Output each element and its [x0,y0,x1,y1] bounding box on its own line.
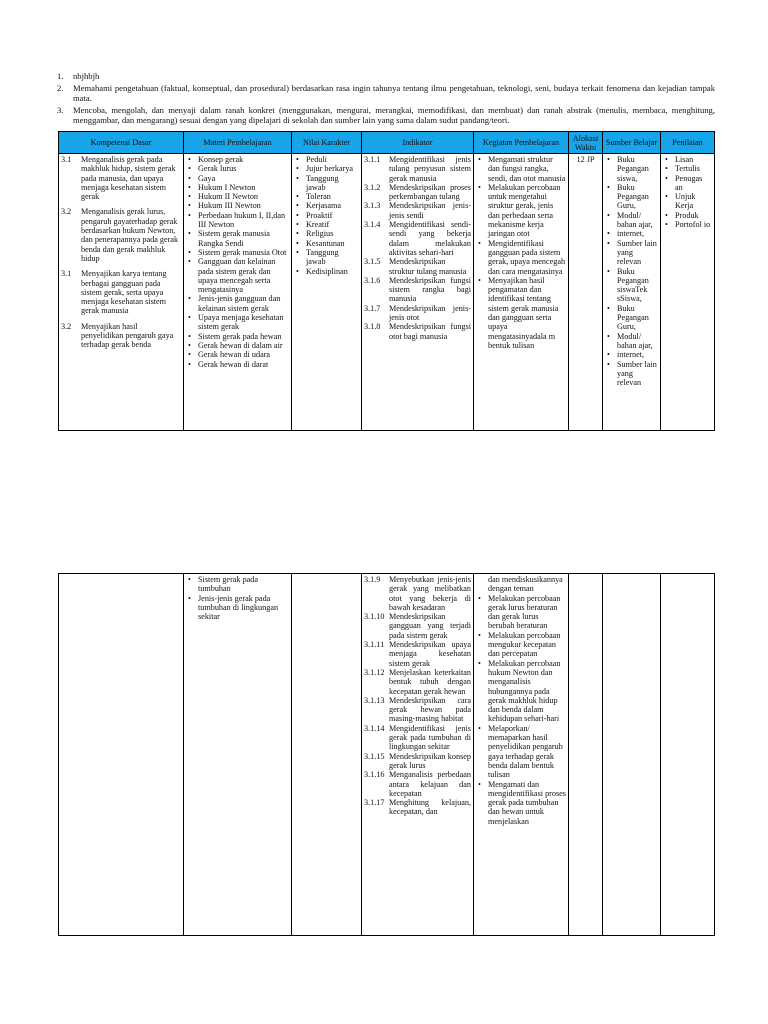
bullet-icon: • [296,266,299,276]
sumber-item-text: internet, [617,229,645,239]
materi-item-text: Gerak hewan di darat [198,359,269,369]
sumber-item-text: Buku Pegangan Guru, [617,182,649,211]
intro-list-number: 2. [57,83,64,93]
penilaian-item [663,164,712,173]
bullet-icon: • [296,173,299,183]
materi-item-text: Hukum II Newton [198,192,259,202]
penilaian-cell [661,574,715,936]
penilaian-cell [661,154,715,431]
kompetensi-dasar-item-text: Menganalisis gerak lurus, pengaruh gayaterhadap gerak berdasarkan hukum Newton, dan penerapannya pada gerak benda dan gerak makhluk hidup [81,207,179,263]
indikator-item-number: 3.1.7 [364,303,381,313]
kegiatan-item-text: Melakukan percobaan untuk mengetahui struktur gerak, jenis dan perbedaan serta mekanisme kerja jaringan otot [488,182,561,239]
kegiatan-cell [474,574,569,936]
sumber-item [605,360,658,388]
sumber-item [605,211,658,230]
bullet-icon: • [188,359,191,369]
sumber-item [605,267,658,304]
penilaian-item-text: Tertulis [675,164,700,174]
nilai-item [294,267,359,276]
nilai-item [294,239,359,248]
kegiatan-item [476,724,566,780]
indikator-item [364,770,471,798]
materi-item-text: Gerak hewan di udara [198,350,271,360]
indikator-item-number: 3.1.5 [364,257,381,267]
kompetensi-dasar-item-number: 3.2 [61,207,72,217]
bullet-icon: • [607,238,610,248]
materi-item-text: Jenis-jenis gangguan dan kelainan sistem gerak [198,294,281,313]
kegiatan-item [476,780,566,826]
indikator-item-text: Mendeskripsikan gangguan yang terjadi pada sistem gerak [389,612,471,640]
materi-item [186,155,289,164]
nilai-karakter-cell [292,154,362,431]
bullet-icon: • [188,182,191,192]
indikator-cell [362,574,474,936]
bullet-icon: • [296,229,299,239]
nilai-item-text: Toleran [306,192,331,202]
bullet-icon: • [607,155,610,164]
penilaian-item [663,192,712,211]
indikator-item-number: 3.1.6 [364,275,381,285]
indikator-item-text: Mendeskripsikan upaya menjaga kesehatan sistem gerak [389,640,471,668]
sumber-item-text: Modul/ bahan ajar, [617,331,653,350]
indikator-item [364,276,471,304]
bullet-icon: • [478,723,481,733]
sumber-belajar-cell [603,154,661,431]
sumber-item [605,229,658,238]
materi-item-text: Sistem gerak pada tumbuhan [198,575,259,594]
indikator-item [364,322,471,341]
indikator-item-text: Menjelaskan keterkaitan bentuk tubuh dengan kecepatan gerak hewan [389,667,471,696]
nilai-item-text: Kreatif [306,220,330,230]
materi-item-text: Gerak lurus [198,164,237,174]
bullet-icon: • [478,182,481,192]
bullet-icon: • [607,266,610,276]
kegiatan-item [476,183,566,239]
indikator-item-text: Mendeskripsikan jenis-jenis sendi [389,201,471,220]
indikator-item [364,724,471,752]
bullet-icon: • [188,313,191,323]
kompetensi-dasar-item [61,322,181,350]
kegiatan-item [476,594,566,631]
intro-list-text: Mencoba, mengolah, dan menyaji dalam ranah konkret (menggunakan, mengurai, merangkai, memodifikasi, dan membuat) dan ranah abstrak (menulis, membaca, menghitung, menggambar, dan mengarang) sesuai dengan yang dipelajari di sekolah dan sumber lain yang sama dalam sudut pandang/teori. [73,105,715,125]
bullet-icon: • [478,630,481,640]
penilaian-item [663,174,712,193]
indikator-item-text: Mendeskripsikan konsep gerak lurus [389,751,471,770]
materi-item [186,174,289,183]
indikator-item [364,612,471,640]
indikator-item [364,696,471,724]
bullet-icon: • [296,192,299,202]
indikator-item [364,640,471,668]
intro-list-text: Memahami pengetahuan (faktual, konseptual, dan prosedural) berdasarkan rasa ingin tahunya tentang ilmu pengetahuan, teknologi, seni, budaya terkait fenomena dan kejadian tampak mata. [73,83,715,103]
indikator-item-text: Mengidentifikasi jenis tulang penyusun sistem gerak manusia [389,155,471,183]
header-indikator: Indikator [362,132,474,154]
bullet-icon: • [188,164,191,174]
kegiatan-item-text: Mengamati dan mengidentifikasi proses gerak pada tumbuhan dan hewan untuk menjelaskan [488,779,566,826]
sumber-item-text: Buku Pegangan siswaTek sSiswa, [617,266,649,304]
bullet-icon: • [188,155,191,164]
bullet-icon: • [188,257,191,267]
bullet-icon: • [478,275,481,285]
indikator-item-text: Menyebutkan jenis-jenis gerak yang melibatkan otot yang bekerja di bawah kesadaran [389,575,471,612]
materi-item-text: Sistem gerak manusia Otot [198,247,287,257]
materi-item [186,350,289,359]
header-penilaian: Penilaian [661,132,715,154]
penilaian-item-text: Portofol io [675,220,711,230]
materi-item-text: Gaya [198,173,216,183]
kompetensi-dasar-item-number: 3.2 [61,321,72,331]
kompetensi-dasar-item-text: Menyajikan hasil penyelidikan pengaruh gaya terhadap gerak benda [81,321,174,350]
penilaian-item-text: Lisan [675,155,694,164]
indikator-item [364,220,471,257]
alokasi-waktu-cell [569,574,603,936]
nilai-item [294,174,359,193]
kompetensi-dasar-item-number: 3.1 [61,155,72,164]
materi-item [186,201,289,210]
sumber-item [605,155,658,183]
kompetensi-dasar-item-text: Menyajikan karya tentang berbagai gangguan pada sistem gerak, serta upaya menjaga kesehatan sistem gerak manusia [81,269,167,316]
bullet-icon: • [188,192,191,202]
penilaian-item [663,220,712,229]
indikator-item-number: 3.1.3 [364,201,381,211]
indikator-item [364,304,471,323]
materi-item [186,294,289,313]
indikator-item-text: Mengidentifikasi sendi-sendi yang bekerja dalam melakukan aktivitas sehari-hari [389,220,471,257]
bullet-icon: • [296,238,299,248]
indikator-item [364,183,471,202]
sumber-belajar-cell [603,574,661,936]
bullet-icon: • [478,155,481,164]
kompetensi-dasar-cell [59,154,184,431]
kompetensi-dasar-item [61,207,181,263]
bullet-icon: • [607,331,610,341]
header-alokasi-waktu: Alokasi Waktu [569,132,603,154]
bullet-icon: • [296,164,299,174]
materi-item-text: Hukum III Newton [198,201,261,211]
materi-cell [184,574,292,936]
bullet-icon: • [296,201,299,211]
bullet-icon: • [607,229,610,239]
header-kompetensi-dasar: Kompetensi Dasar [59,132,184,154]
indikator-item-number: 3.1.1 [364,155,381,164]
intro-list-number: 3. [57,105,64,115]
nilai-item-text: Peduli [306,155,327,164]
indikator-item-text: Mendeskripsikan cara gerak hewan pada masing-masing habitat [389,695,471,724]
kegiatan-item-text: Melakukan percobaan hukum Newton dan menganalisis hubungannya pada gerak makhluk hidup dan benda dalam kehidupan sehari-hari [488,658,561,724]
header-sumber-belajar: Sumber Belajar [603,132,661,154]
nilai-item [294,155,359,164]
alokasi-waktu-value: 12 JP [576,155,595,164]
kegiatan-continuation: dan mendiskusikannya dengan teman [488,575,563,594]
kegiatan-item-text: Melakukan percobaan mengukur kecepatan dan percepatan [488,630,561,659]
bullet-icon: • [607,350,610,360]
indikator-item-number: 3.1.4 [364,220,381,230]
indikator-item-text: Mendeskripsikan fungsi otot bagi manusia [389,322,471,341]
indikator-item [364,257,471,276]
sumber-item [605,183,658,211]
intro-list [57,71,715,127]
penilaian-item-text: Produk [675,210,699,220]
materi-item [186,313,289,332]
kegiatan-item [476,276,566,350]
sumber-item-text: Sumber lain yang relevan [617,359,657,388]
materi-item-text: Gerak hewan di dalam air [198,340,283,350]
indikator-item-number: 3.1.14 [364,723,385,733]
alokasi-waktu-cell [569,154,603,431]
bullet-icon: • [188,210,191,220]
indikator-item-number: 3.1.8 [364,322,381,332]
materi-item [186,594,289,622]
bullet-icon: • [665,173,668,183]
materi-item-text: Sistem gerak manusia Rangka Sendi [198,229,270,248]
sumber-item [605,332,658,351]
kompetensi-dasar-item-text: Menganalisis gerak pada makhluk hidup, sistem gerak pada manusia, dan upaya menjaga kesehatan sistem gerak [81,155,176,202]
intro-list-item [57,83,715,103]
materi-item-text: Sistem gerak pada hewan [198,331,282,341]
materi-cell [184,154,292,431]
penilaian-item-text: Unjuk Kerja [675,192,696,211]
materi-item [186,575,289,594]
intro-list-item [57,71,715,81]
bullet-icon: • [607,182,610,192]
materi-item [186,341,289,350]
bullet-icon: • [478,779,481,789]
materi-item-text: Jenis-jenis gerak pada tumbuhan di lingkungan sekitar [198,593,279,622]
materi-item-text: Konsep gerak [198,155,244,164]
indikator-cell [362,154,474,431]
kegiatan-item [476,631,566,659]
kegiatan-item-text: Menyajikan hasil pengamatan dan identifikasi tentang sistem gerak manusia dan gangguan serta upaya mengatasinyadala m bentuk tulisan [488,275,559,350]
nilai-item-text: Kesantunan [306,238,345,248]
sumber-item-text: Modul/ bahan ajar, [617,210,653,230]
indikator-item-text: Mendeskripsikan proses perkembangan tulang [389,182,471,202]
kompetensi-dasar-cell [59,574,184,936]
indikator-item-number: 3.1.16 [364,770,385,780]
materi-item-text: Hukum I Newton [198,182,256,192]
penilaian-item [663,211,712,220]
indikator-item-number: 3.1.11 [364,640,385,650]
materi-item-text: Gangguan dan kelainan pada sistem gerak dan upaya mencegah serta mengatasinya [198,257,276,295]
bullet-icon: • [296,247,299,257]
materi-item [186,332,289,341]
nilai-item [294,229,359,238]
kegiatan-item [476,155,566,183]
bullet-icon: • [607,303,610,313]
indikator-item-text: Mendeskripsikan struktur tulang manusia [389,257,467,276]
bullet-icon: • [478,658,481,668]
sumber-item-text: internet, [617,350,645,360]
indikator-item-number: 3.1.2 [364,182,381,192]
materi-item [186,164,289,173]
nilai-karakter-cell [292,574,362,936]
kegiatan-cell [474,154,569,431]
bullet-icon: • [665,164,668,174]
bullet-icon: • [188,350,191,360]
bullet-icon: • [188,173,191,183]
nilai-item [294,211,359,220]
materi-item-text: Perbedaan hukum I, II,dan III Newton [198,210,286,230]
kompetensi-dasar-item [61,269,181,315]
header-nilai-karakter: Nilai Karakter [292,132,362,154]
materi-item [186,229,289,248]
indikator-item-text: Mengidentifikasi jenis gerak pada tumbuhan di lingkungan sekitar [389,723,471,752]
bullet-icon: • [296,220,299,230]
bullet-icon: • [665,192,668,202]
nilai-item [294,201,359,210]
sumber-item [605,304,658,332]
sumber-item [605,350,658,359]
nilai-item-text: Tanggung jawab [306,247,339,267]
bullet-icon: • [665,210,668,220]
sumber-item-text: Buku Pegangan Guru, [617,303,649,332]
materi-item [186,183,289,192]
indikator-item-number: 3.1.12 [364,667,385,677]
bullet-icon: • [296,210,299,220]
bullet-icon: • [188,247,191,257]
nilai-item-text: Jujur berkarya [306,164,354,174]
penilaian-item-text: Penugas an [675,173,703,192]
sumber-item-text: Buku Pegangan siswa, [617,155,649,183]
nilai-item-text: Proaktif [306,210,333,220]
kompetensi-dasar-item [61,155,181,201]
materi-item [186,360,289,369]
indikator-item-number: 3.1.10 [364,612,385,622]
intro-list-item [57,105,715,125]
sumber-item-text: Sumber lain yang relevan [617,238,657,267]
bullet-icon: • [665,220,668,230]
materi-item [186,257,289,294]
nilai-item [294,220,359,229]
indikator-item-number: 3.1.15 [364,751,385,761]
materi-item [186,211,289,230]
indikator-item [364,155,471,183]
rpp-table-page-1 [58,131,715,431]
kegiatan-item-text: Melaporkan/ memaparkan hasil penyelidikan pengaruh gaya terhadap gerak benda dalam bentuk tulisan [488,723,563,780]
intro-list-number: 1. [57,71,64,81]
bullet-icon: • [188,340,191,350]
indikator-item-number: 3.1.9 [364,575,381,584]
indikator-item-number: 3.1.17 [364,798,385,808]
header-kegiatan-pembelajaran: Kegiatan Pembelajaran [474,132,569,154]
nilai-item [294,192,359,201]
bullet-icon: • [188,229,191,239]
nilai-item [294,248,359,267]
indikator-item-text: Menghitung kelajuan, kecepatan, dan [389,798,471,817]
nilai-item [294,164,359,173]
indikator-item [364,798,471,817]
header-materi-pembelajaran: Materi Pembelajaran [184,132,292,154]
indikator-item-text: Mendeskripsikan fungsi sistem rangka bagi manusia [389,275,471,304]
bullet-icon: • [188,201,191,211]
intro-list-text: nbjhbjh [73,71,100,81]
indikator-item-number: 3.1.13 [364,695,385,705]
bullet-icon: • [607,359,610,369]
bullet-icon: • [478,238,481,248]
bullet-icon: • [188,331,191,341]
kegiatan-item [476,659,566,724]
kegiatan-item-text: Melakukan percobaan gerak lurus beraturan dan gerak lurus berubah beraturan [488,593,561,631]
indikator-item [364,201,471,220]
nilai-item-text: Religius [306,229,334,239]
penilaian-item [663,155,712,164]
indikator-item-text: Mendeskripsikan jenis-jenis otot [389,303,471,323]
kegiatan-item [476,239,566,276]
materi-item [186,192,289,201]
bullet-icon: • [296,155,299,164]
kompetensi-dasar-item-number: 3.1 [61,269,72,279]
bullet-icon: • [607,210,610,220]
bullet-icon: • [665,155,668,164]
indikator-item [364,752,471,771]
indikator-item [364,575,471,612]
kegiatan-item-text: Mengidentifikasi gangguan pada sistem gerak, upaya mencegah dan cara mengatasinya [488,238,566,276]
bullet-icon: • [478,593,481,603]
nilai-item-text: Kedisiplinan [306,266,348,276]
indikator-item [364,668,471,696]
materi-item-text: Upaya menjaga kesehatan sistem gerak [198,313,284,332]
nilai-item-text: Kerjasama [306,201,342,211]
kegiatan-item-text: Mengamati struktur dan fungsi rangka, sendi, dan otot manusia [488,155,566,183]
bullet-icon: • [188,575,191,584]
bullet-icon: • [188,593,191,603]
bullet-icon: • [188,294,191,304]
sumber-item [605,239,658,267]
rpp-table-page-2 [58,573,715,936]
indikator-item-text: Menganalisis perbedaan antara kelajuan dan kecepatan [389,770,471,798]
materi-item [186,248,289,257]
nilai-item-text: Tanggung jawab [306,173,339,192]
